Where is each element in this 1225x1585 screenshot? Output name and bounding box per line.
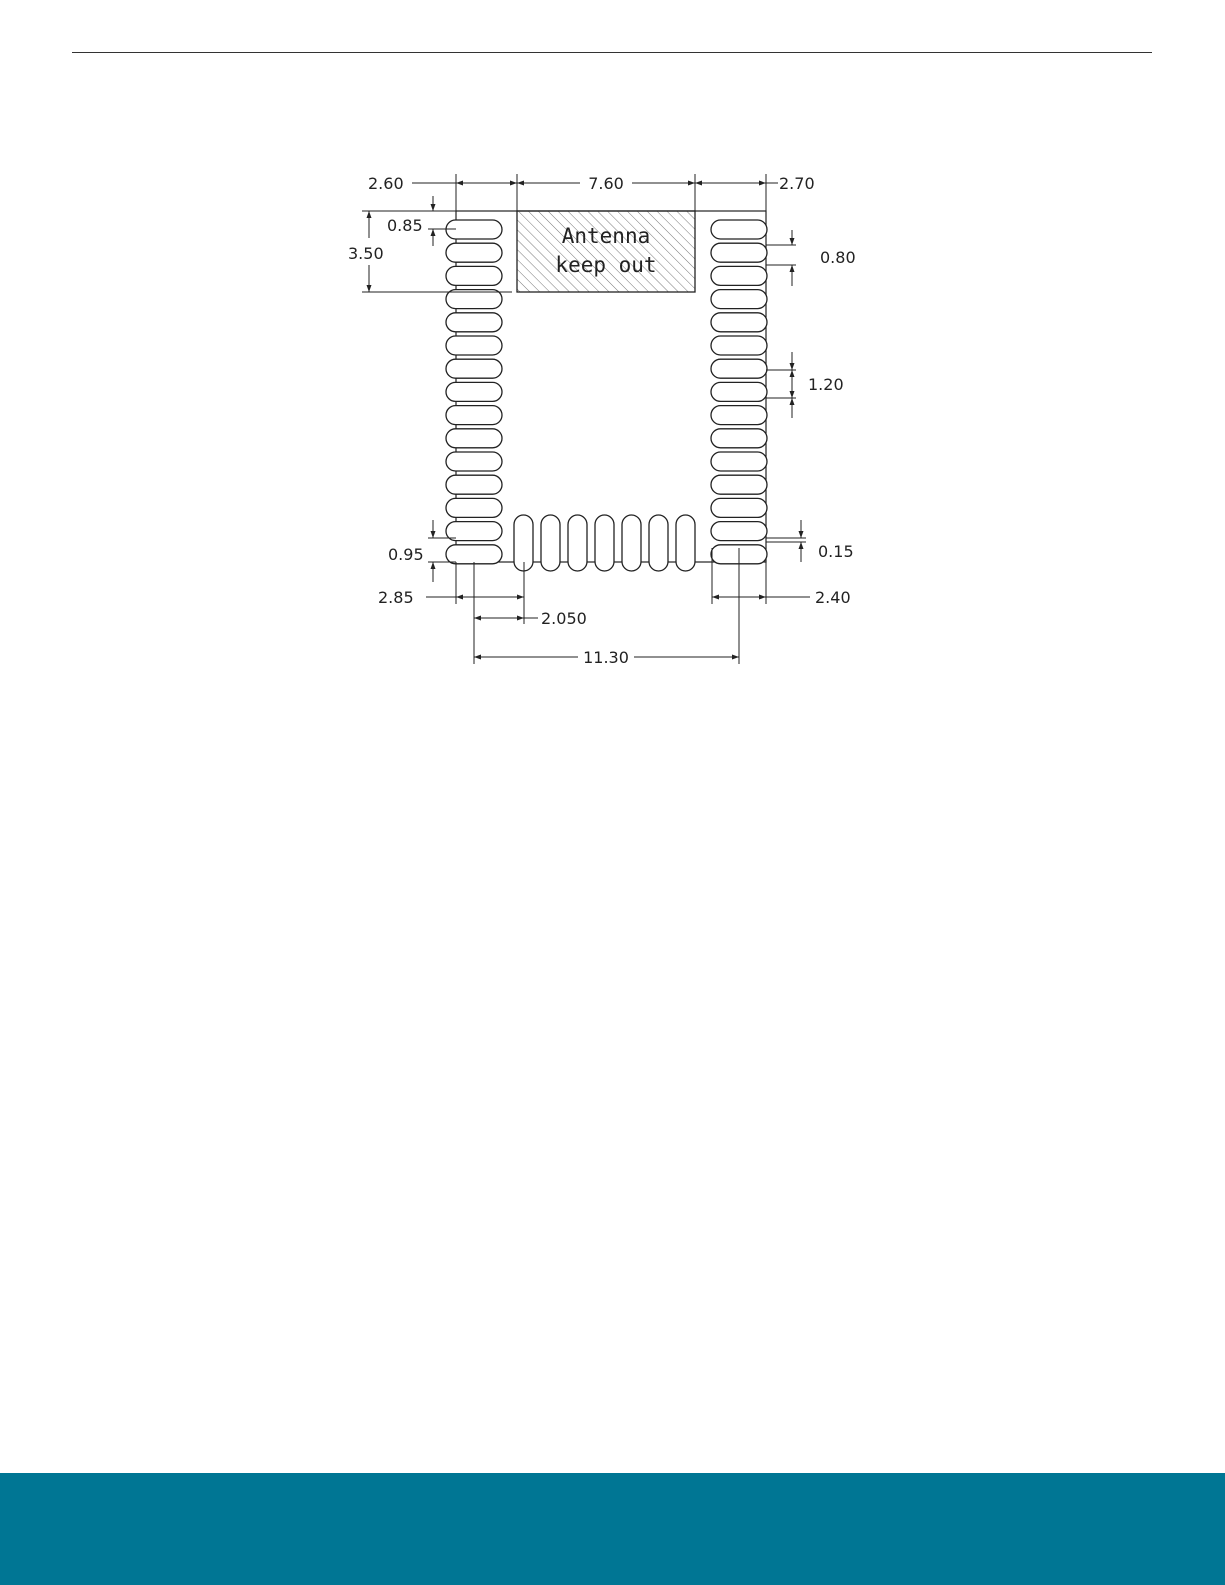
dim-right-edge: 2.70 <box>779 174 815 193</box>
left-pad <box>446 359 502 378</box>
right-pad <box>711 452 767 471</box>
left-pad <box>446 545 502 564</box>
footprint-drawing <box>340 160 880 680</box>
left-pad <box>446 336 502 355</box>
left-pad <box>446 452 502 471</box>
bottom-pad <box>568 515 587 571</box>
right-pad <box>711 266 767 285</box>
dim-pad-width: 0.80 <box>820 248 856 267</box>
bottom-pad-row <box>514 515 695 571</box>
right-pad <box>711 406 767 425</box>
left-pad <box>446 243 502 262</box>
dim-pad-span: 11.30 <box>583 648 629 667</box>
dim-keepout-width: 7.60 <box>588 174 624 193</box>
right-pad <box>711 498 767 517</box>
right-pad <box>711 313 767 332</box>
right-pad <box>711 336 767 355</box>
bottom-pad <box>541 515 560 571</box>
left-pad <box>446 313 502 332</box>
bottom-pad <box>595 515 614 571</box>
right-pad <box>711 382 767 401</box>
bottom-pad <box>676 515 695 571</box>
dim-bottom-offset: 0.95 <box>388 545 424 564</box>
dim-left-edge: 2.60 <box>368 174 404 193</box>
left-pad <box>446 498 502 517</box>
dim-first-bottom-pad: 2.050 <box>541 609 587 628</box>
bottom-pad <box>649 515 668 571</box>
right-pad <box>711 220 767 239</box>
bottom-pad <box>622 515 641 571</box>
left-pad <box>446 429 502 448</box>
antenna-keepout <box>517 211 695 292</box>
right-pad <box>711 359 767 378</box>
keepout-label-line2: keep out <box>555 253 657 277</box>
dim-pad-pitch: 1.20 <box>808 375 844 394</box>
right-pad-column <box>711 220 767 564</box>
left-pad <box>446 406 502 425</box>
left-pad-column <box>446 220 502 564</box>
header-rule <box>72 52 1152 53</box>
dim-right-pad-extent: 2.40 <box>815 588 851 607</box>
keepout-label-line1: Antenna <box>561 224 651 248</box>
right-pad <box>711 475 767 494</box>
footer-band <box>0 1473 1225 1585</box>
left-pad <box>446 382 502 401</box>
dim-left-pad-extent: 2.85 <box>378 588 414 607</box>
left-pad <box>446 266 502 285</box>
right-pad <box>711 522 767 541</box>
dim-pad-gap: 0.15 <box>818 542 854 561</box>
dim-top-pad-offset: 0.85 <box>387 216 423 235</box>
right-pad <box>711 429 767 448</box>
dim-keepout-height: 3.50 <box>348 244 384 263</box>
left-pad <box>446 475 502 494</box>
right-pad <box>711 243 767 262</box>
right-pad <box>711 290 767 309</box>
